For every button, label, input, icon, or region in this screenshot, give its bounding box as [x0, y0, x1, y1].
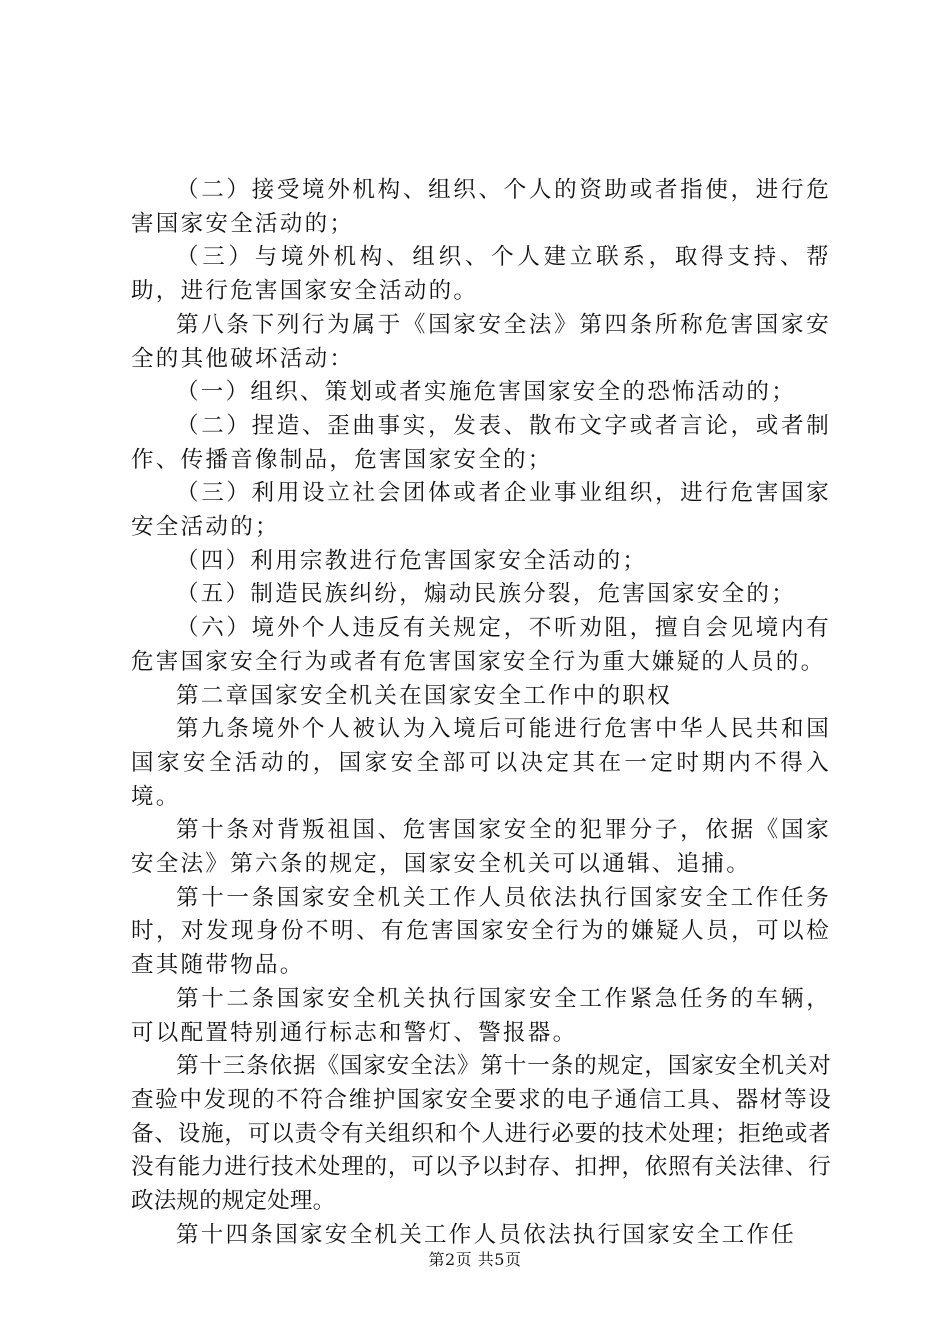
paragraph: （四）利用宗教进行危害国家安全活动的；: [176, 547, 648, 574]
paragraph: 第十条对背叛祖国、危害国家安全的犯罪分子，依据《国家安全法》第六条的规定，国家安全机关可以通辑、追捕。: [131, 817, 831, 878]
paragraph: （一）组织、策划或者实施危害国家安全的恐怖活动的；: [176, 379, 797, 406]
paragraph: （三）与境外机构、组织、个人建立联系，取得支持、帮助，进行危害国家安全活动的。: [131, 244, 831, 305]
paragraph: 第十三条依据《国家安全法》第十一条的规定，国家安全机关对查验中发现的不符合维护国家安全要求的电子通信工具、器材等设备、设施，可以责令有关组织和个人进行必要的技术处理；拒绝或者没有能力进行技术处理的，可以予以封存、扣押，依照有关法律、行政法规的规定处理。: [131, 1053, 831, 1215]
paragraph: 第九条境外个人被认为入境后可能进行危害中华人民共和国国家安全活动的，国家安全部可以决定其在一定时期内不得入境。: [131, 716, 831, 810]
paragraph: （二）接受境外机构、组织、个人的资助或者指使，进行危害国家安全活动的；: [131, 177, 831, 237]
paragraph: 第十二条国家安全机关执行国家安全工作紧急任务的车辆，可以配置特别通行标志和警灯、警报器。: [131, 985, 831, 1046]
chapter-heading: 第二章国家安全机关在国家安全工作中的职权: [176, 682, 673, 709]
paragraph: （二）捏造、歪曲事实，发表、散布文字或者言论，或者制作、传播音像制品，危害国家安全的；: [131, 412, 831, 473]
paragraph: （三）利用设立社会团体或者企业事业组织，进行危害国家安全活动的；: [131, 480, 831, 541]
page-number-footer: 第2页 共5页: [428, 1250, 522, 1269]
paragraph: （六）境外个人违反有关规定，不听劝阻，擅自会见境内有危害国家安全行为或者有危害国家安全行为重大嫌疑的人员的。: [131, 615, 831, 675]
paragraph: 第十一条国家安全机关工作人员依法执行国家安全工作任务时，对发现身份不明、有危害国家安全行为的嫌疑人员，可以检查其随带物品。: [131, 884, 831, 979]
document-body: [131, 174, 831, 1253]
paragraph: （五）制造民族纠纷，煽动民族分裂，危害国家安全的；: [176, 581, 797, 608]
paragraph: 第八条下列行为属于《国家安全法》第四条所称危害国家安全的其他破坏活动：: [131, 311, 831, 372]
paragraph: 第十四条国家安全机关工作人员依法执行国家安全工作任: [176, 1221, 797, 1248]
